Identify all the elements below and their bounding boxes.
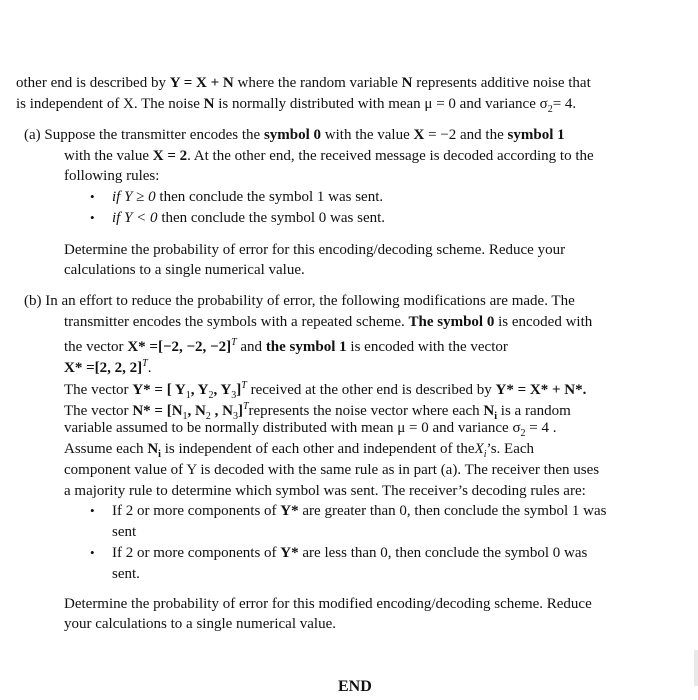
part-a-rule-2-bullet: • [90,210,95,225]
part-a-rule-2: if Y < 0 then conclude the symbol 0 was sent. [112,210,386,226]
part-a-rule-1-bullet: • [90,189,95,204]
part-a-line-2: with the value X = 2. At the other end, the received message is decoded according to the [64,148,594,164]
part-a-line-1: (a) Suppose the transmitter encodes the symbol 0 with the value X = −2 and the symbol 1 [24,127,565,143]
part-a-question-line-1: Determine the probability of error for this encoding/decoding scheme. Reduce your [64,242,566,258]
part-b-line-8: Assume each $N_i$ is independent of each other and independent of theX$_i$’s. Each [64,441,535,460]
part-b-rule-1-bullet: • [90,503,95,518]
part-a-rule-1: if Y ≥ 0 then conclude the symbol 1 was sent. [112,189,384,205]
scrollbar-edge[interactable] [694,650,698,686]
part-b-line-9: component value of Y is decoded with the same rule as in part (a). The receiver then uses [64,462,600,478]
part-b-line-5: The vector Y* = [ $Y_1$, $Y_2$, $Y_3]^T$ received at the other end is described by Y* = X* + N*. [64,380,587,401]
intro-line-2: is independent of X. The noise N is normally distributed with mean μ = 0 and variance $\sigma_2= 4$. [16,96,577,115]
part-b-line-6: The vector $N* = [N_1$, $N_2$ , $N_3]^Trepresents$ the noise vector where each $N_i$ is a random [64,401,571,422]
end-label: END [338,678,372,695]
part-b-line-7: variable assumed to be normally distributed with mean μ = 0 and variance $\sigma_2 = 4$ . [64,420,557,439]
part-b-rule-2-bullet: • [90,545,95,560]
part-b-line-4: X* =[2, 2, 2]$^T$. [64,358,152,376]
part-a-line-3: following rules: [64,168,160,184]
part-b-line-3: the vector X* =[−2, −2, −2]$^T$ and the symbol 1 is encoded with the vector [64,337,508,355]
part-b-rule-1-cont: sent [112,524,137,540]
part-b-question-line-2: your calculations to a single numerical value. [64,616,336,632]
part-b-line-1: (b) In an effort to reduce the probability of error, the following modifications are made. The [24,293,575,309]
part-a-question-line-2: calculations to a single numerical value. [64,262,305,278]
part-b-rule-2-cont: sent. [112,566,140,582]
part-b-rule-2: If 2 or more components of Y* are less than 0, then conclude the symbol 0 was [112,545,588,561]
part-b-line-2: transmitter encodes the symbols with a repeated scheme. The symbol 0 is encoded with [64,314,593,330]
part-b-rule-1: If 2 or more components of Y* are greater than 0, then conclude the symbol 1 was [112,503,607,519]
part-b-question-line-1: Determine the probability of error for this modified encoding/decoding scheme. Reduce [64,596,592,612]
part-b-line-10: a majority rule to determine which symbol was sent. The receiver’s decoding rules are: [64,483,586,499]
intro-line-1: other end is described by Y = X + N where the random variable N represents additive noise that [16,75,591,91]
